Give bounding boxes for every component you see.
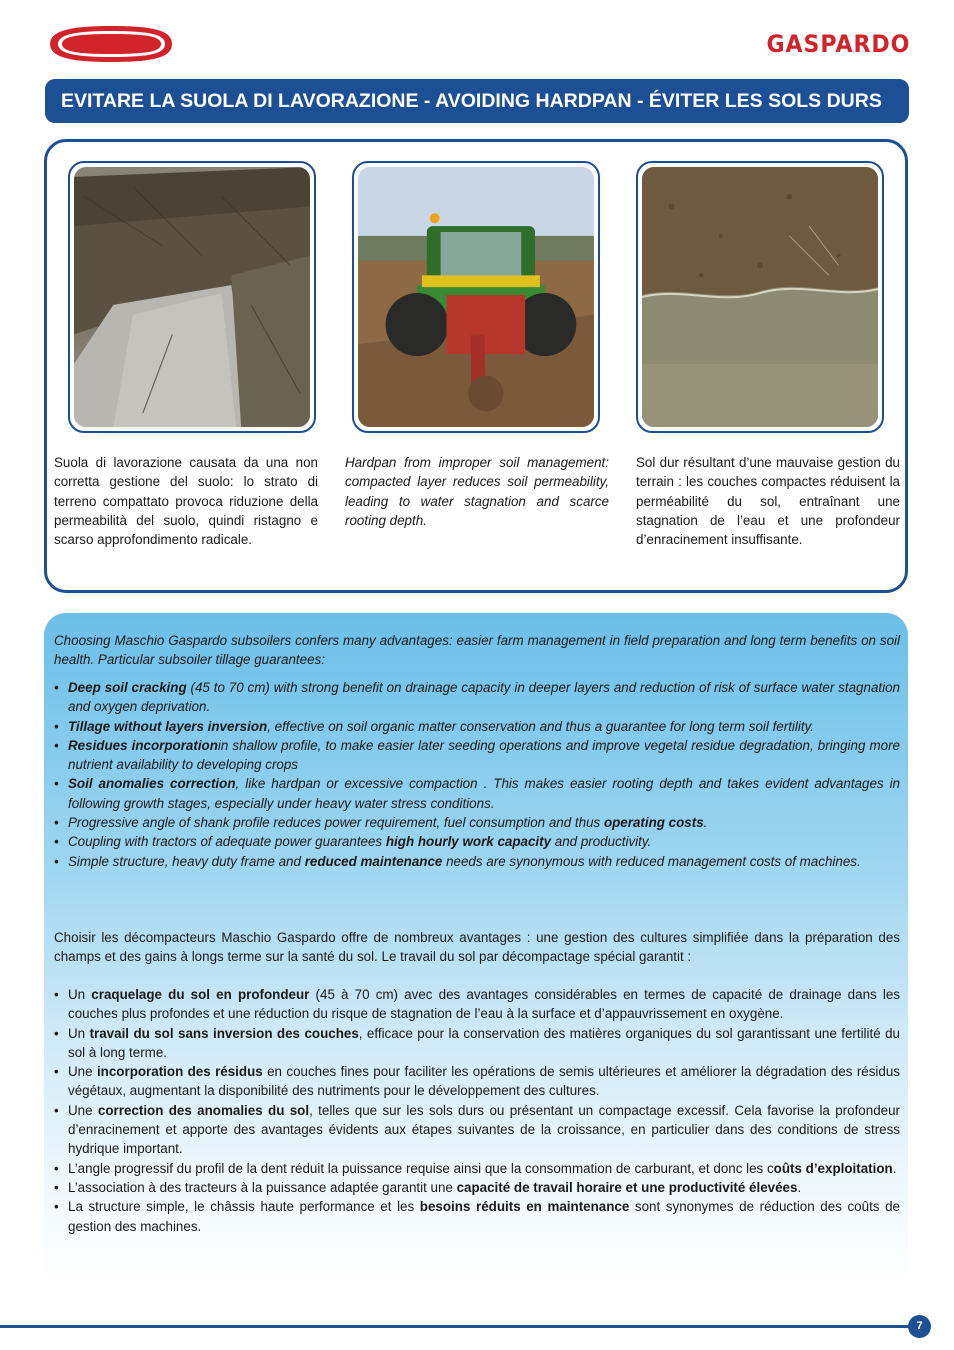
list-item: • Progressive angle of shank profile reduces power requirement, fuel consumption and thus operating costs. [54,815,708,831]
list-item: • Soil anomalies correction, like hardpan or excessive compaction . This makes easier rooting depth and takes evident advantages in following growth stages, especially under heavy water stress conditions. [54,776,900,811]
english-intro: Choosing Maschio Gaspardo subsoilers confers many advantages: easier farm management in field preparation and long term benefits on soil health. Particular subsoiler tillage guarantees: [54,633,900,668]
gaspardo-logo: GASPARDO [766,30,910,58]
list-item: • Simple structure, heavy duty frame and reduced maintenance needs are synonymous with reduced management costs of machines. [54,853,861,869]
caption-english: Hardpan from improper soil management: compacted layer reduces soil permeability, leading to water stagnation and scarce rooting depth. [345,455,609,528]
page-title: EVITARE LA SUOLA DI LAVORAZIONE - AVOIDING HARDPAN - ÉVITER LES SOLS DURS [45,79,909,123]
list-item: • L’angle progressif du profil de la dent réduit la puissance requise ainsi que la consommation de carburant, et donc les coûts d’exploitation. [54,1160,897,1176]
list-item: • Tillage without layers inversion, effective on soil organic matter conservation and thus a guarantee for long term soil fertility. [54,718,814,734]
soil-profile-photo [636,161,884,433]
french-intro: Choisir les décompacteurs Maschio Gaspardo offre de nombreux avantages : une gestion des cultures simplifiée dans la préparation des champs et des gains à longs terme sur la santé du sol. Le travail du sol par décompactage spécial garantit : [54,930,900,965]
caption-french: Sol dur résultant d’une mauvaise gestion du terrain : les couches compactes réduisent la perméabilité du sol, entraînant une stagnation de l’eau et une profondeur d’enracinement insuffisante. [636,455,900,548]
list-item: • Residues incorporationin shallow profile, to make easier later seeding operations and improve vegetal residue degradation, bringing more nutrient availability to developing crops [54,737,900,773]
list-item: • Deep soil cracking (45 to 70 cm) with strong benefit on drainage capacity in deeper layers and reduction of risk of surface water stagnation and oxygen deprivation. [54,680,900,715]
footer-divider [0,1325,910,1328]
list-item: • Un travail du sol sans inversion des couches, efficace pour la conservation des matières organiques du sol garantissant une fertilité du sol à long terme. [54,1025,901,1060]
list-item: • La structure simple, le châssis haute performance et les besoins réduits en maintenance sont synonymes de réduction des coûts de gestion des machines. [54,1199,900,1234]
page-number: 7 [908,1315,931,1338]
list-item: • Une incorporation des résidus en couches fines pour faciliter les opérations de semis ultérieures et améliorer la dégradation des résidus végétaux, augmentant la disponibilité des nutriments pour le développement des cultures. [54,1064,900,1099]
list-item: • Coupling with tractors of adequate power guarantees high hourly work capacity and productivity. [54,834,652,850]
caption-italian: Suola di lavorazione causata da una non corretta gestione del suolo: lo strato di terreno compattato provoca riduzione della permeabilità del suolo, quindi ristagno e scarso approfondimento radicale. [54,455,318,548]
french-bullet-list [54,985,900,1236]
list-item: • L’association à des tracteurs à la puissance adaptée garantit une capacité de travail horaire et une productivité élevées. [54,1179,802,1195]
list-item: • Une correction des anomalies du sol, telles que sur les sols durs ou présentant un compactage excessif. Cela favorise la profondeur d’enracinement et apporte des avantages évidents aux étapes suivantes de la croissance, en particulier dans des conditions de stress hydrique important. [54,1102,900,1157]
maschio-logo [44,24,176,64]
trench-photo [68,161,316,433]
tractor-photo [352,161,600,433]
english-bullet-list [54,678,900,871]
list-item: • Un craquelage du sol en profondeur (45 à 70 cm) avec des avantages considérables en termes de capacité de drainage dans les couches plus profondes et une réduction du risque de stagnation de l’eau à la surface et d’appauvrissement en oxygène. [54,987,900,1022]
